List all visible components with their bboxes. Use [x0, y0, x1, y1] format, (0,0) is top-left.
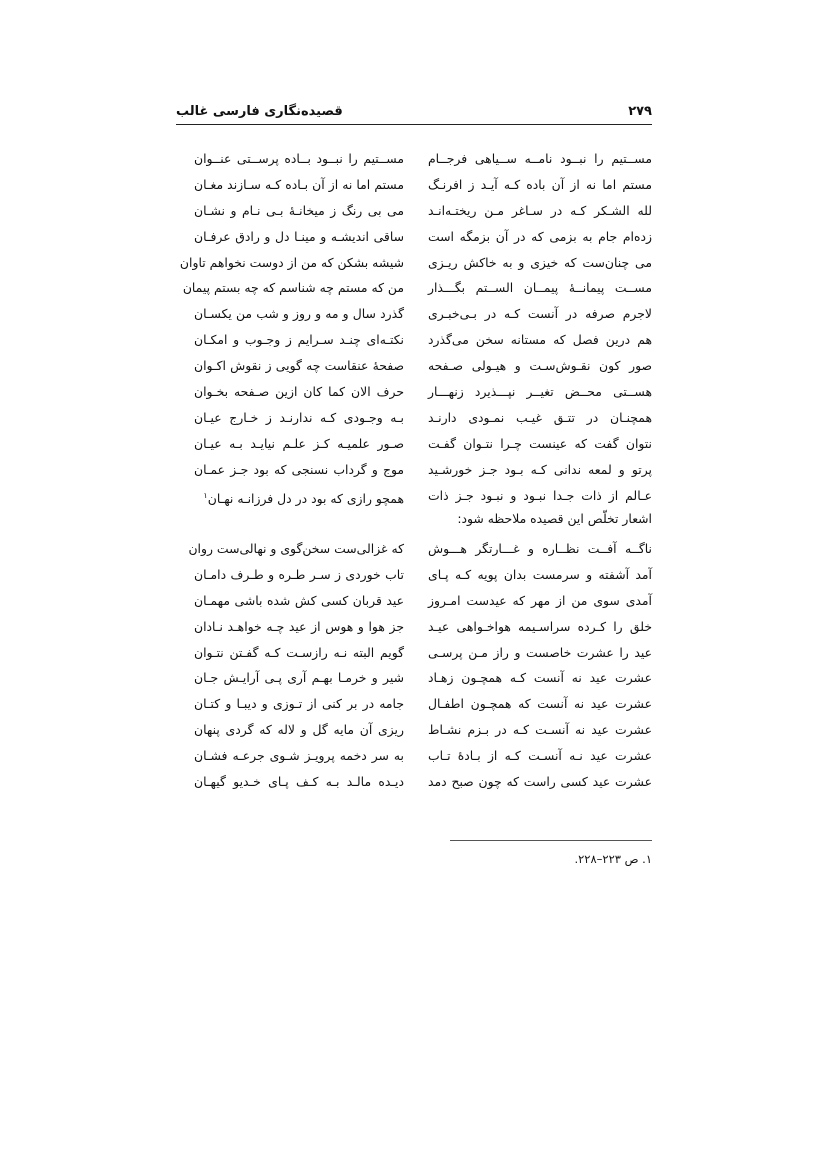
verse-line: شیر و خرمـا بهـم آری پـی آرایـش جـان — [194, 670, 404, 686]
verse-line: عید قربان کسی کش شده باشی مهمـان — [194, 592, 404, 608]
verse-line: صفحهٔ عنقاست چه گویی ز نقوش اکـوان — [194, 358, 404, 374]
verse-line: هم درین فصل که مستانه سخن می‌گذرد — [428, 332, 652, 348]
block2-left-hemistichs — [188, 536, 404, 795]
verse-line: گذرد سال و مه و روز و شب من یکسـان — [194, 306, 404, 322]
verse-line-with-footnote — [194, 483, 404, 509]
verse-line: آمد آشفته و سرمست بدان پویه کـه پـای — [428, 566, 652, 582]
verse-line: همچنـان در تتـق غیـب نمـودی دارنـد — [428, 409, 652, 425]
block2-right-hemistichs — [428, 536, 652, 795]
verse-line: پرتو و لمعه ندانی کـه بـود جـز خورشـید — [428, 461, 652, 477]
verse-line: به سر دخمه پرویـز شـوی جرعـه فشـان — [194, 748, 404, 764]
verse-line: می بی رنگ ز میخانـهٔ بـی نـام و نشـان — [194, 202, 404, 218]
verse-line: مســتیم را نبــود نامــه ســیاهی فرجــام — [428, 151, 652, 166]
verse-line: هســتی محــض تغیــر نپـــذیرد زنهـــار — [428, 384, 652, 400]
verse-line: شیشه بشکن که من از دوست نخواهم تاوان — [179, 254, 404, 270]
verse-line: ساقی اندیشـه و مینـا دل و رادق عرفـان — [194, 228, 404, 244]
intro-note: اشعار تخلّص این قصیده ملاحظه شود: — [457, 511, 652, 526]
verse-text: همچو رازی که بود در دل فرزانـه نهـان — [207, 490, 404, 506]
verse-line: زده‌ام جام به بزمی که در آن بزمگه است — [428, 228, 652, 244]
verse-line: ریزی آن مایه گل و لاله که گردی پنهان — [194, 722, 404, 738]
verse-line: عشرت عید نه آنسـت کـه در بـزم نشـاط — [428, 722, 652, 738]
verse-line: حرف الان کما کان ازین صـفحه بخـوان — [194, 384, 404, 400]
verse-line: موج و گرداب نسنجی که بود جـز عمـان — [194, 461, 404, 477]
verse-line: بـه وجـودی کـه ندارنـد ز خـارج عیـان — [194, 409, 404, 425]
verse-line: من که مستم چه شناسم که چه بستم پیمان — [182, 280, 404, 296]
running-header — [176, 98, 652, 125]
block1-left-hemistichs — [179, 146, 404, 508]
verse-line: دیـده مالـد بـه کـف پـای خـدیو گیهـان — [194, 774, 404, 790]
verse-line: عشرت عید نه آنست که همچـون اطفـال — [428, 696, 652, 712]
verse-line: نکتـه‌ای چنـد سـرایم ز وجـوب و امکـان — [194, 332, 404, 348]
running-title: قصیده‌نگاری فارسی غالب — [176, 104, 343, 119]
verse-line: لاجرم صرفه در آنست کـه در بـی‌خبـری — [428, 306, 652, 322]
verse-line: مســتیم را نبــود بــاده پرســتی عنــوان — [194, 151, 404, 166]
verse-line: که غزالی‌ست سخن‌گوی و نهالی‌ست روان — [188, 541, 404, 556]
footnote: ۱. ص ۲۲۳–۲۲۸. — [574, 852, 652, 866]
verse-line: عید را عشرت خاصست و راز مـن پرسـی — [428, 644, 652, 660]
verse-line: مستم اما نه از آن بـاده کـه سـازند مغـان — [194, 176, 404, 192]
verse-line: خلق را کـرده سراسـیمه هواخـواهی عیـد — [428, 618, 652, 634]
verse-line: لله الشـکر کـه در سـاغر مـن ریختـه‌انـد — [428, 202, 652, 218]
verse-line: عشرت عید کسی راست که چون صبح دمد — [428, 774, 652, 790]
verse-line: مســت پیمانــهٔ پیمــان الســتم بگـــذار — [428, 280, 652, 296]
verse-line: ناگــه آفــت نظــاره و غـــارتگر هـــوش — [428, 541, 652, 556]
verse-line: عـالم از ذات جـدا نبـود و نبـود جـز ذات — [428, 487, 652, 503]
verse-line: عشرت عید نه آنست کـه همچـون زهـاد — [428, 670, 652, 686]
verse-line: جز هوا و هوس از عید چـه خواهـد نـادان — [194, 618, 404, 634]
verse-line: جامه در بر کنی از تـوزی و دیبـا و کتـان — [194, 696, 404, 712]
verse-line: صـور علمیـه کـز علـم نیایـد بـه عیـان — [194, 435, 404, 451]
verse-line: آمدی سوی من از مهر که عیدست امـروز — [428, 592, 652, 608]
verse-line: مستم اما نه از آن باده کـه آیـد ز افرنـگ — [428, 176, 652, 192]
verse-line: گویم البته نـه رازسـت کـه گفـتن نتـوان — [194, 644, 404, 660]
block1-right-hemistichs — [428, 146, 652, 508]
footnote-marker: ۱ — [203, 490, 208, 500]
footnote-divider — [450, 840, 652, 841]
verse-line: عشرت عید نـه آنسـت کـه از بـادهٔ تـاب — [428, 748, 652, 764]
verse-line: تاب خوردی ز سـر طـره و طـرف دامـان — [194, 566, 404, 582]
page-number: ۲۷۹ — [628, 104, 652, 119]
verse-line: نتوان گفت که عینست چـرا نتـوان گفـت — [428, 435, 652, 451]
verse-line: می چنان‌ست که خیزی و به خاکش ریـزی — [428, 254, 652, 270]
verse-line: صور کون نقـوش‌سـت و هیـولی صـفحه — [428, 358, 652, 374]
